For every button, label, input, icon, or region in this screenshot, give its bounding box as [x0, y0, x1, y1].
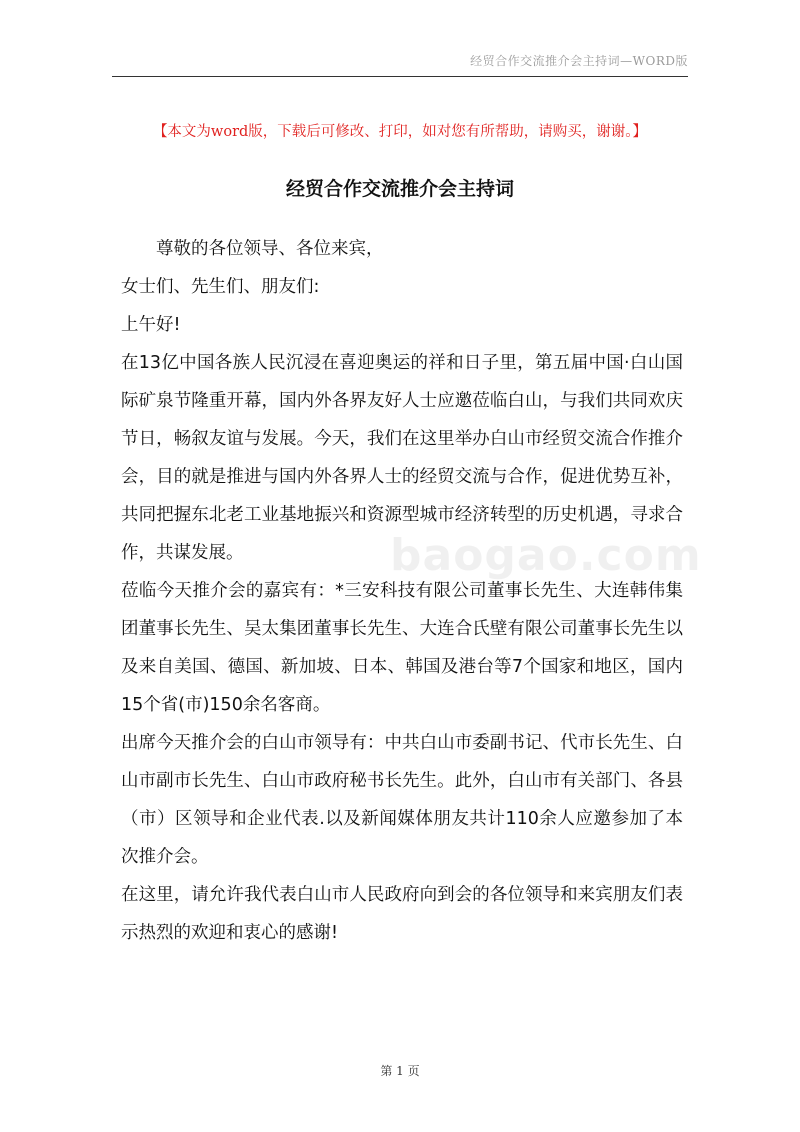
greeting-paragraph: 女士们、先生们、朋友们:	[121, 277, 320, 297]
header-divider	[112, 76, 688, 77]
guests-paragraph: 莅临今天推介会的嘉宾有：*三安科技有限公司董事长先生、大连韩伟集团董事长先生、吴太集团董事长先生、大连合氏壁有限公司董事长先生以及来自美国、德国、新加坡、日本、韩国及港台等7个国家和地区，国内15个省(市)150余名客商。	[121, 581, 683, 715]
leaders-paragraph: 出席今天推介会的白山市领导有：中共白山市委副书记、代市长先生、白山市副市长先生、白山市政府秘书长先生。此外，白山市有关部门、各县（市）区领导和企业代表.以及新闻媒体朋友共计110余人应邀参加了本次推介会。	[121, 733, 683, 867]
running-header: 经贸合作交流推介会主持词—WORD版	[470, 54, 688, 68]
document-title: 经贸合作交流推介会主持词	[285, 178, 514, 200]
watermark: baogao.com	[390, 530, 702, 581]
welcome-paragraph: 在这里，请允许我代表白山市人民政府向到会的各位领导和来宾朋友们表示热烈的欢迎和衷心的感谢!	[121, 885, 683, 943]
salutation-paragraph: 尊敬的各位领导、各位来宾，	[156, 239, 384, 259]
opening-paragraph: 在13亿中国各族人民沉浸在喜迎奥运的祥和日子里，第五届中国·白山国际矿泉节隆重开幕，国内外各界友好人士应邀莅临白山，与我们共同欢庆节日，畅叙友谊与发展。今天，我们在这里举办白山市经贸交流合作推介会，目的就是推进与国内外各界人士的经贸交流与合作，促进优势互补，共同把握东北老工业基地振兴和资源型城市经济转型的历史机遇，寻求合作，共谋发展。	[121, 353, 683, 563]
good-morning-paragraph: 上午好!	[121, 315, 181, 335]
page-number: 第 1 页	[380, 1064, 420, 1078]
document-body	[121, 230, 683, 952]
download-notice: 【本文为word版，下载后可修改、打印，如对您有所帮助，请购买，谢谢。】	[152, 124, 648, 140]
